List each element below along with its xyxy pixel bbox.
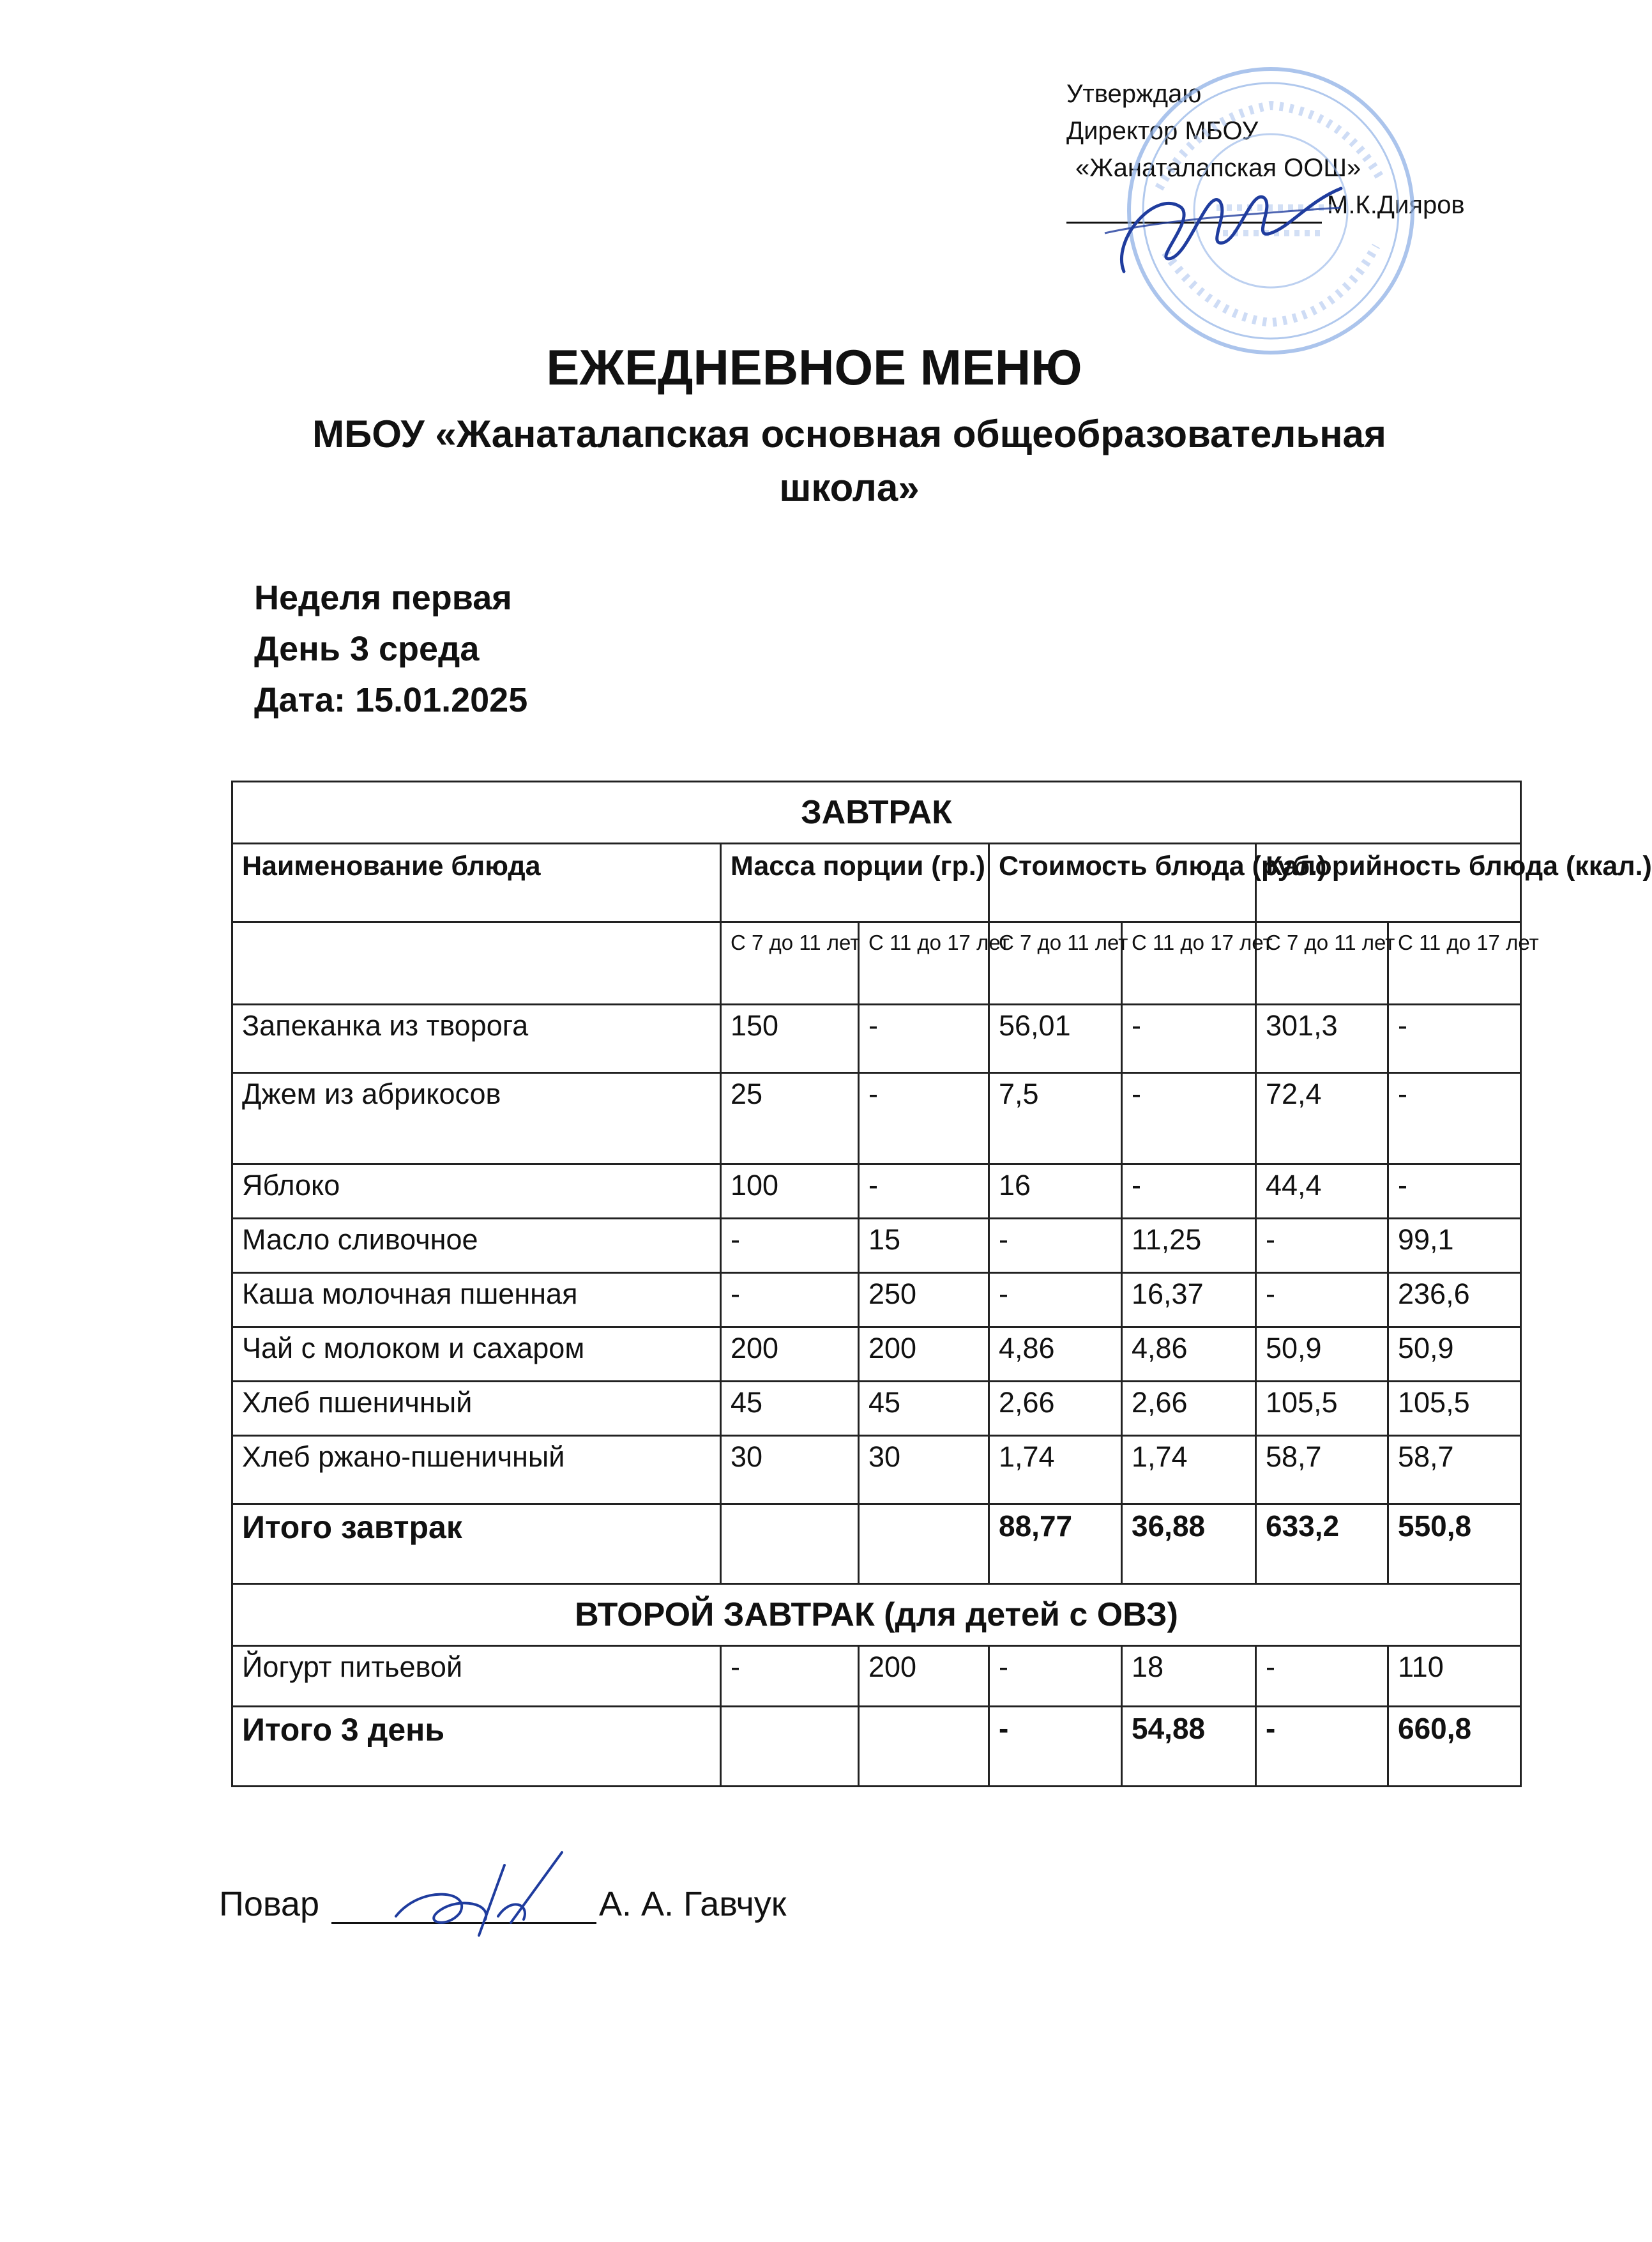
dish-name-cell: Итого завтрак — [232, 1504, 721, 1584]
day-total-row — [232, 1707, 1521, 1787]
subheader-mass-age-7-11: С 7 до 11 лет — [721, 922, 859, 1005]
table-row — [232, 1273, 1521, 1327]
cost-7-11-cell: 1,74 — [989, 1436, 1122, 1504]
mass-11-17-cell: - — [859, 1073, 989, 1164]
mass-11-17-cell: 30 — [859, 1436, 989, 1504]
week-label: Неделя первая — [254, 579, 512, 617]
mass-7-11-cell: - — [721, 1646, 859, 1707]
cost-11-17-cell: 18 — [1122, 1646, 1256, 1707]
table-row — [232, 1327, 1521, 1382]
cost-11-17-cell: 16,37 — [1122, 1273, 1256, 1327]
mass-11-17-cell: 250 — [859, 1273, 989, 1327]
subheader-cal-age-7-11: С 7 до 11 лет — [1256, 922, 1388, 1005]
mass-7-11-cell: - — [721, 1273, 859, 1327]
cost-7-11-cell: 88,77 — [989, 1504, 1122, 1584]
mass-11-17-cell: 200 — [859, 1646, 989, 1707]
cost-11-17-cell: 36,88 — [1122, 1504, 1256, 1584]
cal-11-17-cell: - — [1388, 1005, 1521, 1073]
mass-7-11-cell: 150 — [721, 1005, 859, 1073]
cal-7-11-cell: - — [1256, 1273, 1388, 1327]
subheader-cost-age-7-11: С 7 до 11 лет — [989, 922, 1122, 1005]
cal-7-11-cell: - — [1256, 1707, 1388, 1787]
cal-7-11-cell: 58,7 — [1256, 1436, 1388, 1504]
cal-11-17-cell: - — [1388, 1164, 1521, 1219]
cal-11-17-cell: 660,8 — [1388, 1707, 1521, 1787]
subheader-cost-age-11-17: С 11 до 17 лет — [1122, 922, 1256, 1005]
approve-word: Утверждаю — [1066, 80, 1202, 108]
dish-name-cell: Йогурт питьевой — [232, 1646, 721, 1707]
school-short-name: «Жанаталапская ООШ» — [1075, 154, 1361, 182]
mass-11-17-cell: 15 — [859, 1219, 989, 1273]
second-breakfast-section-row — [232, 1584, 1521, 1646]
header-mass: Масса порции (гр.) — [721, 844, 989, 922]
cost-7-11-cell: 4,86 — [989, 1327, 1122, 1382]
cook-signature-icon — [383, 1840, 575, 1942]
cost-11-17-cell: 1,74 — [1122, 1436, 1256, 1504]
header-calories: Калорийность блюда (ккал.) — [1256, 844, 1521, 922]
day-label: День 3 среда — [254, 630, 480, 668]
mass-11-17-cell — [859, 1707, 989, 1787]
cal-7-11-cell: 72,4 — [1256, 1073, 1388, 1164]
cost-11-17-cell: 54,88 — [1122, 1707, 1256, 1787]
cost-7-11-cell: 7,5 — [989, 1073, 1122, 1164]
cal-11-17-cell: 105,5 — [1388, 1382, 1521, 1436]
subheader-cal-age-11-17: С 11 до 17 лет — [1388, 922, 1521, 1005]
mass-11-17-cell: 200 — [859, 1327, 989, 1382]
mass-7-11-cell: 200 — [721, 1327, 859, 1382]
mass-7-11-cell: 45 — [721, 1382, 859, 1436]
cal-11-17-cell: 99,1 — [1388, 1219, 1521, 1273]
cal-7-11-cell: 105,5 — [1256, 1382, 1388, 1436]
breakfast-section-row — [232, 782, 1521, 844]
mass-7-11-cell: 30 — [721, 1436, 859, 1504]
menu-meta — [254, 572, 527, 726]
second-breakfast-section-title: ВТОРОЙ ЗАВТРАК (для детей с ОВЗ) — [232, 1584, 1521, 1646]
cal-11-17-cell: 58,7 — [1388, 1436, 1521, 1504]
mass-7-11-cell — [721, 1707, 859, 1787]
cal-7-11-cell: 633,2 — [1256, 1504, 1388, 1584]
cost-7-11-cell: 2,66 — [989, 1382, 1122, 1436]
mass-11-17-cell: - — [859, 1005, 989, 1073]
cal-11-17-cell: 50,9 — [1388, 1327, 1521, 1382]
header-cost: Стоимость блюда (руб.) — [989, 844, 1256, 922]
mass-11-17-cell: 45 — [859, 1382, 989, 1436]
cost-11-17-cell: - — [1122, 1164, 1256, 1219]
date-label: Дата: 15.01.2025 — [254, 681, 528, 719]
page-title: ЕЖЕДНЕВНОЕ МЕНЮ — [546, 339, 1082, 395]
cost-7-11-cell: 16 — [989, 1164, 1122, 1219]
cost-7-11-cell: - — [989, 1273, 1122, 1327]
dish-name-cell: Хлеб ржано-пшеничный — [232, 1436, 721, 1504]
table-row — [232, 1005, 1521, 1073]
dish-name-cell: Чай с молоком и сахаром — [232, 1327, 721, 1382]
director-name: М.К.Дияров — [1327, 191, 1465, 219]
dish-name-cell: Каша молочная пшенная — [232, 1273, 721, 1327]
cook-name: А. А. Гавчук — [599, 1885, 787, 1923]
table-row — [232, 1073, 1521, 1164]
menu-table — [231, 781, 1652, 1787]
cal-7-11-cell: - — [1256, 1219, 1388, 1273]
mass-11-17-cell — [859, 1504, 989, 1584]
table-row — [232, 1382, 1521, 1436]
cal-7-11-cell: - — [1256, 1646, 1388, 1707]
dish-name-cell: Яблоко — [232, 1164, 721, 1219]
cost-11-17-cell: - — [1122, 1005, 1256, 1073]
director-signature-icon — [1086, 163, 1354, 291]
mass-7-11-cell: 100 — [721, 1164, 859, 1219]
cal-7-11-cell: 50,9 — [1256, 1327, 1388, 1382]
cal-7-11-cell: 301,3 — [1256, 1005, 1388, 1073]
mass-11-17-cell: - — [859, 1164, 989, 1219]
mass-7-11-cell — [721, 1504, 859, 1584]
dish-name-cell: Джем из абрикосов — [232, 1073, 721, 1164]
breakfast-total-row — [232, 1504, 1521, 1584]
cal-11-17-cell: 236,6 — [1388, 1273, 1521, 1327]
table-row — [232, 1436, 1521, 1504]
breakfast-section-title: ЗАВТРАК — [232, 782, 1521, 844]
mass-7-11-cell: 25 — [721, 1073, 859, 1164]
table-subheader-row — [232, 922, 1521, 1005]
dish-name-cell: Хлеб пшеничный — [232, 1382, 721, 1436]
table-header-row — [232, 844, 1521, 922]
table-row — [232, 1646, 1521, 1707]
cal-11-17-cell: - — [1388, 1073, 1521, 1164]
dish-name-cell: Масло сливочное — [232, 1219, 721, 1273]
page-subtitle: МБОУ «Жанаталапская основная общеобразовательная школа» — [312, 413, 1386, 509]
header-dish: Наименование блюда — [232, 844, 721, 922]
director-position: Директор МБОУ — [1066, 117, 1259, 145]
cook-label: Повар — [219, 1885, 319, 1923]
dish-name-cell: Запеканка из творога — [232, 1005, 721, 1073]
cost-11-17-cell: 2,66 — [1122, 1382, 1256, 1436]
cal-11-17-cell: 550,8 — [1388, 1504, 1521, 1584]
subheader-empty — [232, 922, 721, 1005]
cost-7-11-cell: - — [989, 1219, 1122, 1273]
cal-11-17-cell: 110 — [1388, 1646, 1521, 1707]
cost-7-11-cell: - — [989, 1646, 1122, 1707]
cost-11-17-cell: - — [1122, 1073, 1256, 1164]
dish-name-cell: Итого 3 день — [232, 1707, 721, 1787]
subheader-mass-age-11-17: С 11 до 17 лет — [859, 922, 989, 1005]
cal-7-11-cell: 44,4 — [1256, 1164, 1388, 1219]
table-row — [232, 1219, 1521, 1273]
cost-7-11-cell: 56,01 — [989, 1005, 1122, 1073]
mass-7-11-cell: - — [721, 1219, 859, 1273]
cost-11-17-cell: 4,86 — [1122, 1327, 1256, 1382]
cost-7-11-cell: - — [989, 1707, 1122, 1787]
cost-11-17-cell: 11,25 — [1122, 1219, 1256, 1273]
table-row — [232, 1164, 1521, 1219]
